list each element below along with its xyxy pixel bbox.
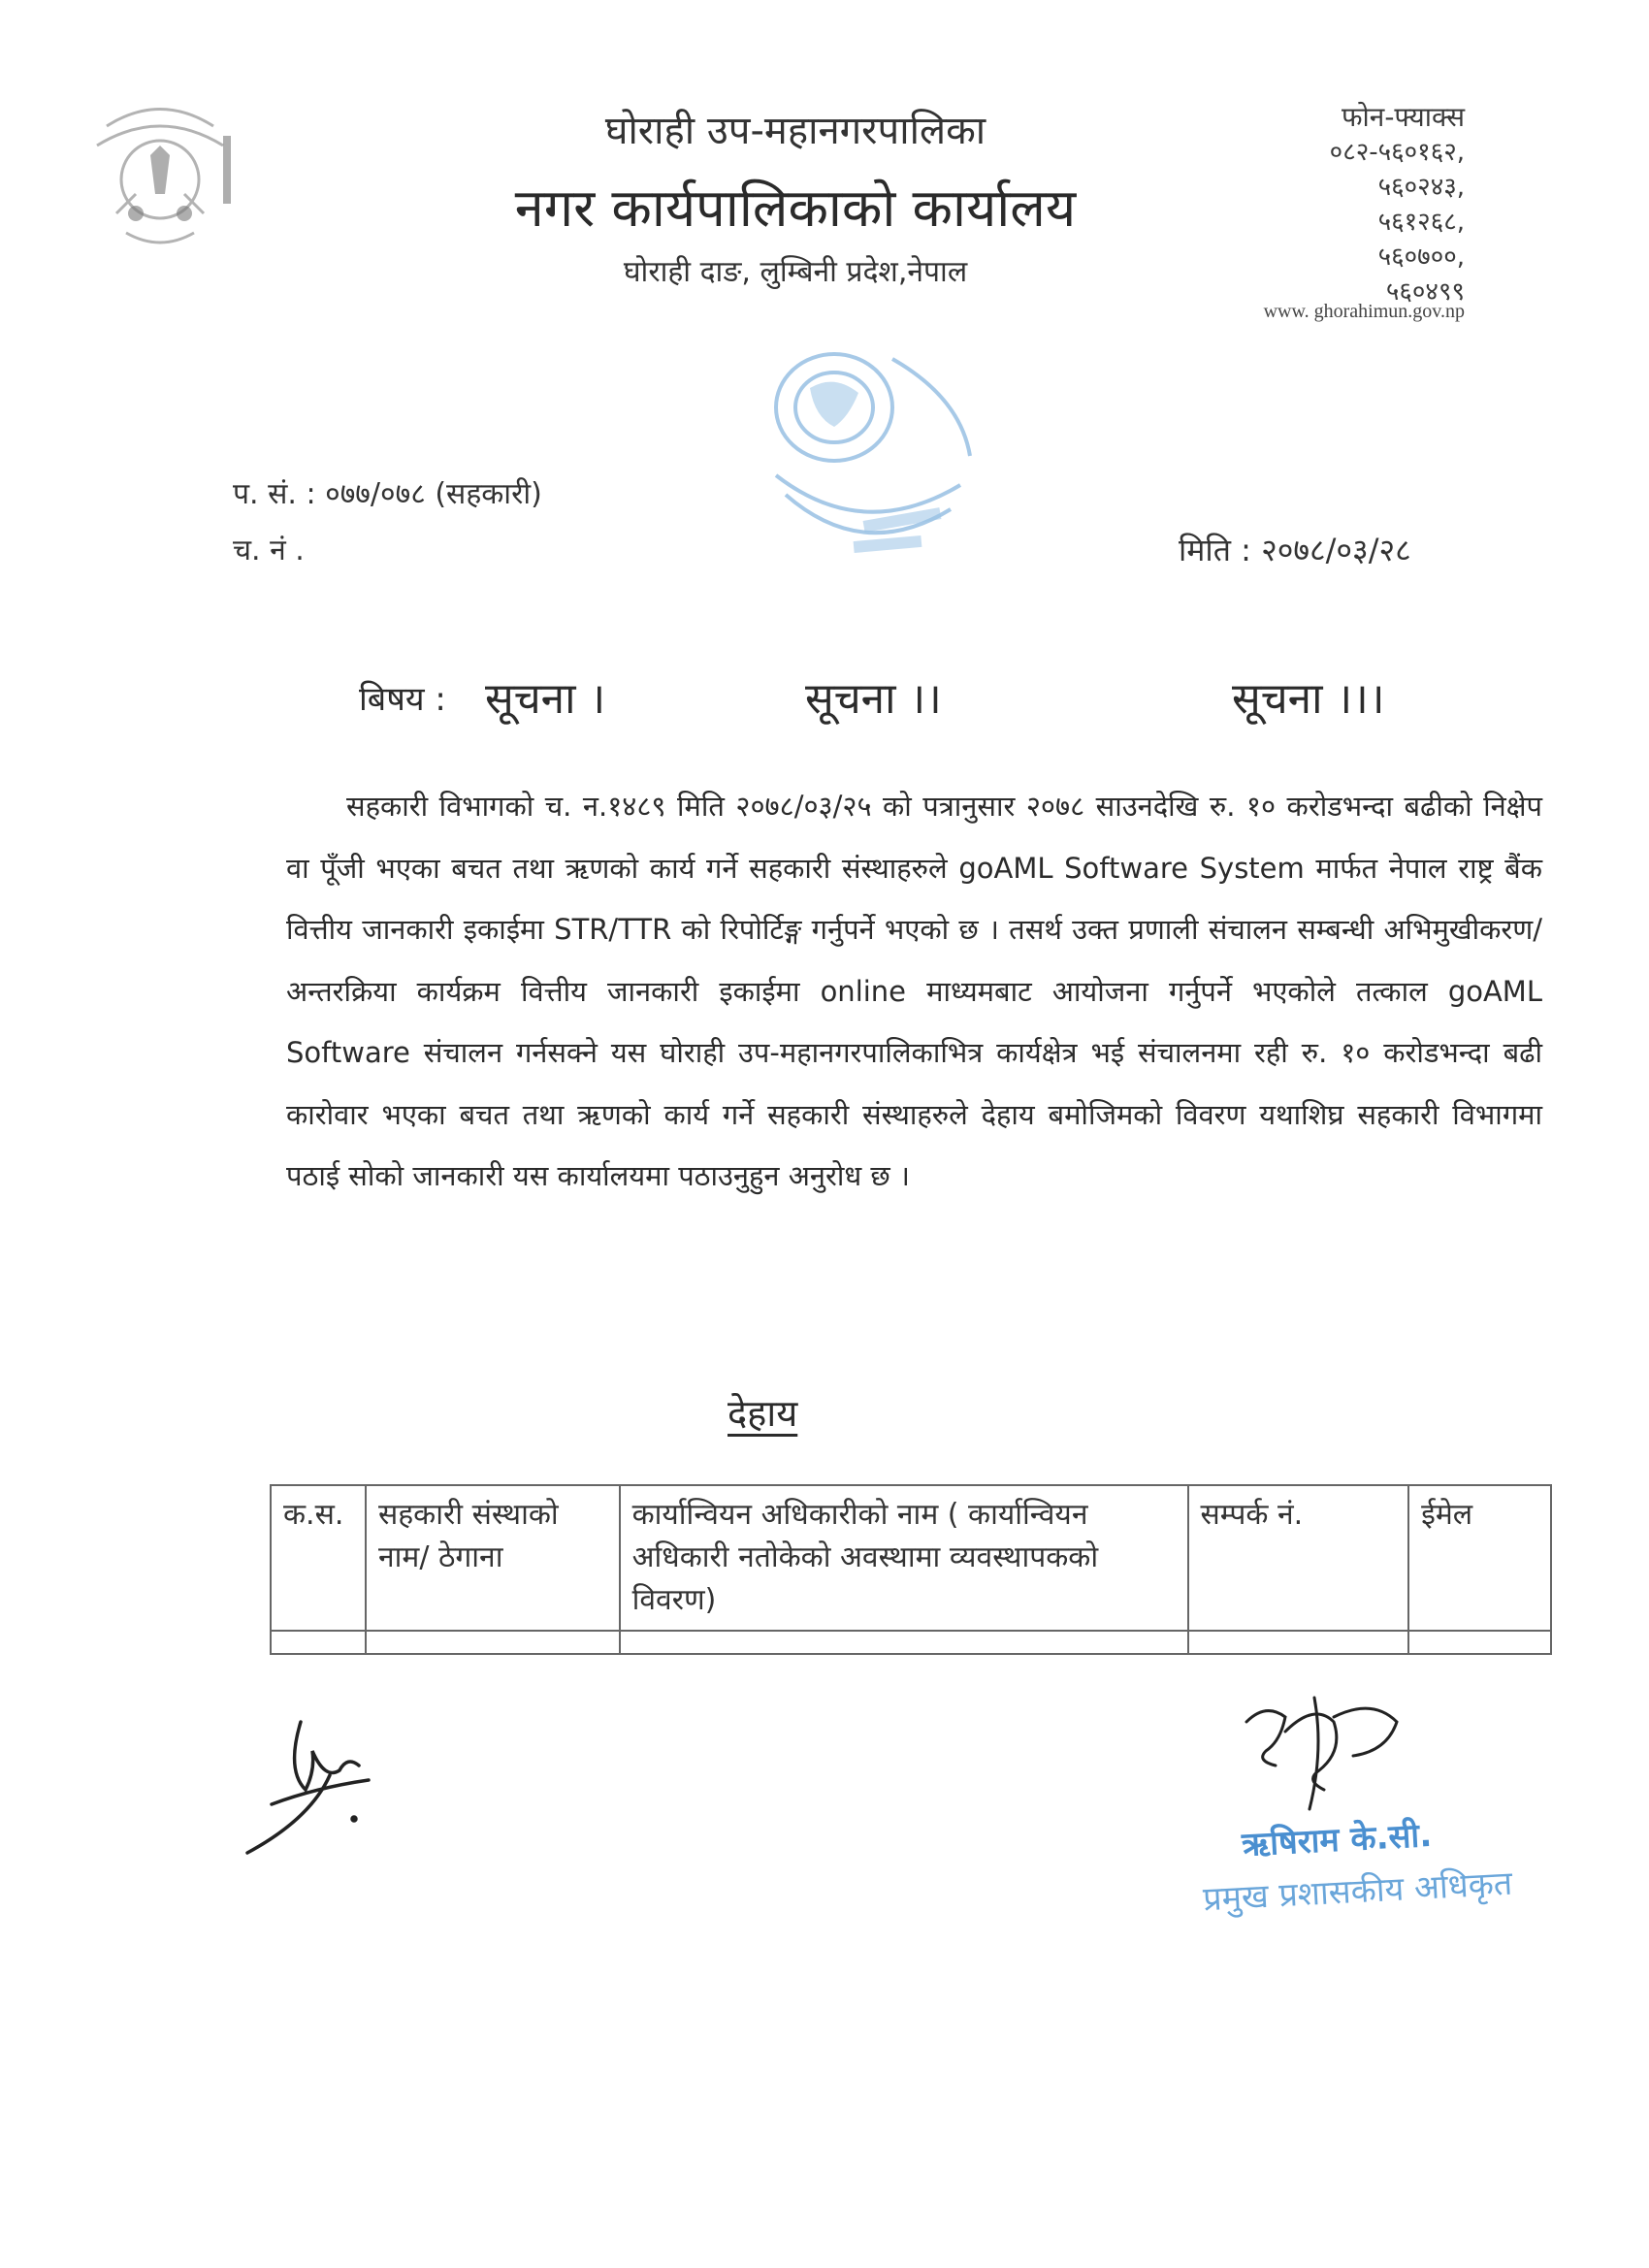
dispatch-number: च. नं . xyxy=(233,534,305,567)
subject-notice: सूचना ।। xyxy=(805,674,942,724)
details-table xyxy=(270,1484,1552,1655)
subject-notice: सूचना । xyxy=(485,674,606,724)
subject-label: बिषय : xyxy=(359,680,446,719)
table-heading: देहाय xyxy=(728,1392,798,1435)
signatory-name-stamp: ऋषिराम के.सी. xyxy=(1241,1815,1434,1865)
letter-date: मिति : २०७८/०३/२८ xyxy=(1179,532,1411,568)
phone-number: ५६०७००, xyxy=(1377,243,1465,272)
column-header-serial: क.स. xyxy=(271,1485,366,1631)
office-name: नगर कार्यपालिकाको कार्यालय xyxy=(514,178,1077,239)
nepal-emblem-logo xyxy=(68,87,252,257)
table-cell xyxy=(366,1631,620,1654)
right-signature xyxy=(1227,1693,1411,1814)
municipality-name: घोराही उप-महानगरपालिका xyxy=(604,109,986,153)
signatory-title-stamp: प्रमुख प्रशासकीय अधिकृत xyxy=(1202,1863,1514,1920)
subject-notice: सूचना ।।। xyxy=(1232,674,1385,724)
phone-label: फोन-फ्याक्स xyxy=(1341,101,1465,133)
phone-number: ५६०२४३, xyxy=(1377,173,1465,202)
column-header-cooperative-name: सहकारी संस्थाको नाम/ ठेगाना xyxy=(366,1485,620,1631)
left-signature xyxy=(233,1712,388,1863)
phone-fax-block xyxy=(1212,100,1465,309)
phone-number: ५६०४९९ xyxy=(1385,277,1465,307)
phone-number: ०८२-५६०१६२, xyxy=(1329,138,1465,167)
table-cell xyxy=(620,1631,1188,1654)
reference-number: प. सं. : ०७७/०७८ (सहकारी) xyxy=(233,477,542,511)
office-address: घोराही दाङ, लुम्बिनी प्रदेश,नेपाल xyxy=(623,255,968,289)
notice-body-paragraph: सहकारी विभागको च. न.१४८९ मिति २०७८/०३/२५ को पत्रानुसार २०७८ साउनदेखि रु. १० करोडभन्दा बढीको निक्षेप वा पूँजी भएका बचत तथा ऋणको कार्य गर्ने सहकारी संस्थाहरुले goAML Software System मार्फत नेपाल राष्ट्र बैंक वित्तीय जानकारी इकाईमा STR/TTR को रिपोर्टिङ्ग गर्नुपर्ने भएको छ । तसर्थ उक्त प्रणाली संचालन सम्बन्धी अभिमुखीकरण/अन्तरक्रिया कार्यक्रम वित्तीय जानकारी इकाईमा online माध्यमबाट आयोजना गर्नुपर्ने भएकोले तत्काल goAML Software संचालन गर्नसक्ने यस घोराही उप-महानगरपालिकाभित्र कार्यक्षेत्र भई संचालनमा रही रु. १० करोडभन्दा बढी कारोवार भएका बचत तथा ऋणको कार्य गर्ने सहकारी संस्थाहरुले देहाय बमोजिमको विवरण यथाशिघ्र सहकारी विभागमा पठाई सोको जानकारी यस कार्यालयमा पठाउनुहुन अनुरोध छ । xyxy=(286,790,1542,1192)
column-header-email: ईमेल xyxy=(1408,1485,1551,1631)
website-link[interactable]: www. ghorahimun.gov.np xyxy=(1263,301,1465,322)
table-row xyxy=(271,1631,1551,1654)
column-header-contact-number: सम्पर्क नं. xyxy=(1188,1485,1409,1631)
subject-line xyxy=(359,667,1465,726)
table-cell xyxy=(271,1631,366,1654)
phone-number: ५६१२६८, xyxy=(1377,208,1465,237)
column-header-officer-name: कार्यान्वियन अधिकारीको नाम ( कार्यान्वियन अधिकारी नतोकेको अवस्थामा व्यवस्थापकको विवरण) xyxy=(620,1485,1188,1631)
table-header-row xyxy=(271,1485,1551,1631)
table-cell xyxy=(1408,1631,1551,1654)
office-seal-stamp xyxy=(718,320,999,572)
table-cell xyxy=(1188,1631,1409,1654)
